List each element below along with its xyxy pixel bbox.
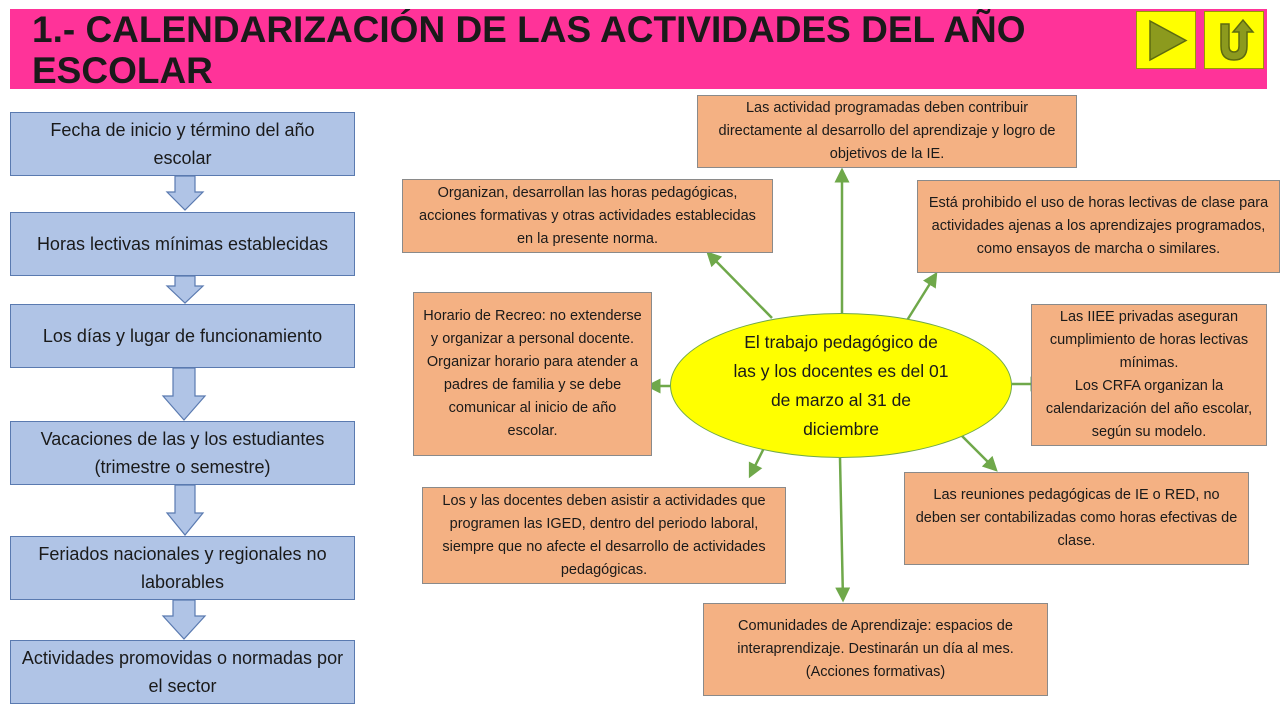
note-left-text: Horario de Recreo: no extenderse y organizar a personal docente. Organizar horario para atender a padres de familia y se debe comunicar al inicio de año escolar. xyxy=(423,308,642,439)
note-upper-right-text: Está prohibido el uso de horas lectivas de clase para actividades ajenas a los aprendizajes programados, como ensayos de marcha o similares. xyxy=(928,195,1269,257)
note-upper-right xyxy=(917,180,1280,273)
note-bottom-text: Comunidades de Aprendizaje: espacios de interaprendizaje. Destinarán un día al mes. (Acciones formativas) xyxy=(737,618,1014,680)
page-title: 1.- CALENDARIZACIÓN DE LAS ACTIVIDADES DEL AÑO ESCOLAR xyxy=(32,9,1026,91)
note-left xyxy=(413,292,652,456)
note-top-text: Las actividad programadas deben contribuir directamente al desarrollo del aprendizaje y logro de objetivos de la IE. xyxy=(718,100,1056,162)
down-arrow-icon xyxy=(165,485,205,537)
flow-step-2 xyxy=(10,212,355,276)
connector-bottom xyxy=(840,458,843,600)
flow-step-5 xyxy=(10,536,355,600)
connector-lower-right xyxy=(962,436,996,470)
note-right-line-1: Las IIEE privadas aseguran cumplimiento de horas lectivas mínimas. xyxy=(1049,309,1249,371)
flow-step-3-label: Los días y lugar de funcionamiento xyxy=(42,326,323,346)
connector-upper-right xyxy=(906,274,936,322)
note-lower-left xyxy=(422,487,786,584)
note-lower-left-text: Los y las docentes deben asistir a actividades que programen las IGED, dentro del periodo laboral, siempre que no afecte el desarrollo de actividades pedagógicas. xyxy=(442,492,766,578)
flow-step-6 xyxy=(10,640,355,704)
note-lower-right xyxy=(904,472,1249,565)
note-top xyxy=(697,95,1077,168)
flow-step-1-label: Fecha de inicio y término del año escolar xyxy=(50,120,315,168)
down-arrow-icon xyxy=(161,368,207,422)
down-arrow-icon xyxy=(165,276,205,304)
note-bottom xyxy=(703,603,1048,696)
note-upper-left-text: Organizan, desarrollan las horas pedagógicas, acciones formativas y otras actividades establecidas en la presente norma. xyxy=(419,184,756,247)
connector-upper-left xyxy=(708,253,772,318)
flow-step-4 xyxy=(10,421,355,485)
note-lower-right-text: Las reuniones pedagógicas de IE o RED, no deben ser contabilizadas como horas efectivas de clase. xyxy=(915,487,1238,549)
note-right xyxy=(1031,304,1267,446)
note-upper-left xyxy=(402,179,773,253)
flow-step-2-label: Horas lectivas mínimas establecidas xyxy=(36,234,329,254)
center-text: El trabajo pedagógico de las y los docentes es del 01 de marzo al 31 de diciembre xyxy=(733,331,949,439)
flow-step-1 xyxy=(10,112,355,176)
down-arrow-icon xyxy=(161,600,207,640)
connector-lower-left xyxy=(750,446,765,476)
center-ellipse xyxy=(670,313,1012,458)
note-right-line-2: Los CRFA organizan la calendarización del año escolar, según su modelo. xyxy=(1045,378,1253,440)
flow-step-5-label: Feriados nacionales y regionales no laborables xyxy=(38,544,327,592)
flow-step-3 xyxy=(10,304,355,368)
down-arrow-icon xyxy=(165,176,205,212)
flow-step-4-label: Vacaciones de las y los estudiantes (trimestre o semestre) xyxy=(40,429,325,477)
flow-step-6-label: Actividades promovidas o normadas por el sector xyxy=(21,648,344,696)
